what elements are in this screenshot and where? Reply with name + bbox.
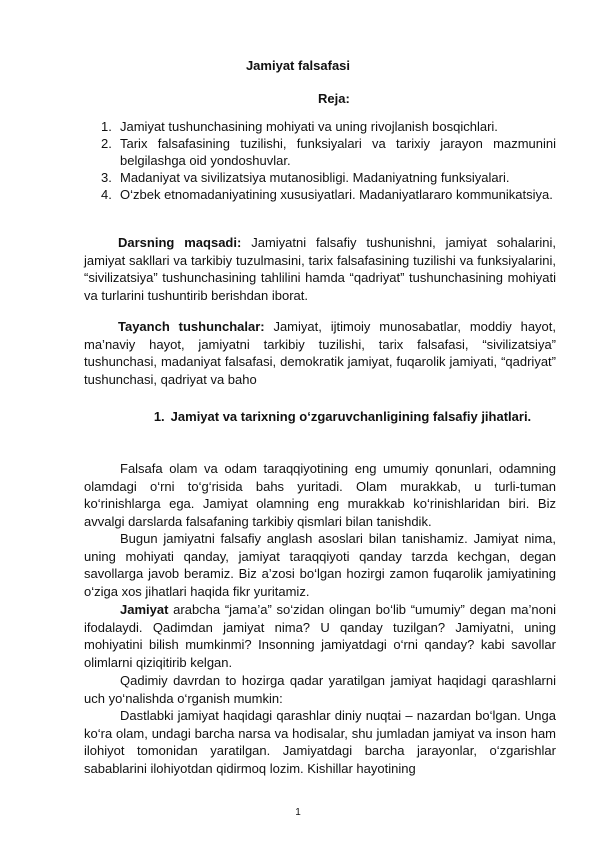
plan-item-number: 1. [101,119,112,134]
plan-item-text: Jamiyat tushunchasining mohiyati va uning rivojlanish bosqichlari. [120,119,498,134]
term-jamiyat: Jamiyat [120,602,169,617]
body-paragraph-text: arabcha “jama’a” so‘zidan olingan bo‘lib “umumiy” degan ma’noni ifodalaydi. Qadimdan jamiyat nima? U qanday tuzilgan? Jamiyatni, uning mohiyatini bilish mumkinmi? Insonning jamiyatdagi o‘rni qanday? kabi savollar olimlarni qiziqitirib kelgan. [84,602,556,670]
plan-heading: Reja: [318,91,350,106]
key-concepts-paragraph [84,318,556,388]
key-concepts-text: Jamiyat, ijtimoiy munosabatlar, moddiy hayot, ma’naviy hayot, jamiyatni tarkibiy tuzilishi, tarix falsafasi, “sivilizatsiya” tushunchasi, madaniyat falsafasi, demokratik jamiyat, fuqarolik jamiyati, “qadriyat” tushunchasi, qadriyat va baho [84,319,556,387]
body-paragraph: Bugun jamiyatni falsafiy anglash asoslari bilan tanishamiz. Jamiyat nima, uning mohiyati qanday, jamiyat taraqqiyoti qanday tarzda kechgan, degan savollarga javob beramiz. Biz a’zosi bo‘lgan hozirgi zamon fuqarolik jamiyatining o‘ziga xos jihatlari haqida fikr yuritamiz. [84,531,556,599]
plan-list [101,118,556,203]
plan-item [101,186,556,203]
body-paragraph [84,601,556,671]
body-paragraph: Falsafa olam va odam taraqqiyotining eng umumiy qonunlari, odamning olamdagi o‘rni to‘g‘risida bahs yuritadi. Olam murakkab, u turli-tuman ko‘rinishlarga ega. Jamiyat olamning eng murakkab ko‘rinishlaridan biri. Biz avvalgi darslarda falsafaning tarkibiy qismlari bilan tanishdik. [84,461,556,529]
plan-item [101,118,556,135]
section-number: 1. [153,409,165,424]
section-title: Jamiyat va tarixning o‘zgaruvchanligining falsafiy jihatlari. [170,409,532,424]
plan-item [101,135,556,169]
plan-item-number: 2. [101,136,112,151]
plan-item-number: 4. [101,187,112,202]
body-paragraph: Dastlabki jamiyat haqidagi qarashlar diniy nuqtai – nazardan bo‘lgan. Unga ko‘ra olam, undagi barcha narsa va hodisalar, shu jumladan jamiyat va inson ham ilohiyot tomonidan yaratilgan. Jamiyatdagi barcha jarayonlar, o‘zgarishlar sabablarini ilohiyotdan qidirmoq lozim. Kishillar hayotining [84,708,556,776]
plan-item-number: 3. [101,170,112,185]
body-paragraph: Qadimiy davrdan to hozirga qadar yaratilgan jamiyat haqidagi qarashlarni uch yo‘nalishda o‘rganish mumkin: [84,673,556,706]
plan-item-text: Tarix falsafasining tuzilishi, funksiyalari va tarixiy jarayon mazmunini belgilashga oid yondoshuvlar. [120,136,556,168]
lesson-goal-paragraph [84,234,556,304]
page-number: 1 [295,807,301,818]
lesson-goal-text: Jamiyatni falsafiy tushunishni, jamiyat sohalarini, jamiyat sakllari va tarkibiy tuzulmasini, tarix falsafasining tuzilishi va funksiyalarini, “sivilizatsiya” tushunchasining tahlilini hamda “qadriyat” tushunchasining mohiyati va turlarini tushuntirib berishdan iborat. [84,235,556,303]
document-title: Jamiyat falsafasi [245,58,351,73]
section-heading [145,408,540,426]
key-concepts-label: Tayanch tushunchalar: [118,319,265,334]
lesson-goal-label: Darsning maqsadi: [118,235,242,250]
plan-item [101,169,556,186]
plan-item-text: O‘zbek etnomadaniyatining xususiyatlari. Madaniyatlararo kommunikatsiya. [120,187,553,202]
plan-item-text: Madaniyat va sivilizatsiya mutanosibligi. Madaniyatning funksiyalari. [120,170,510,185]
